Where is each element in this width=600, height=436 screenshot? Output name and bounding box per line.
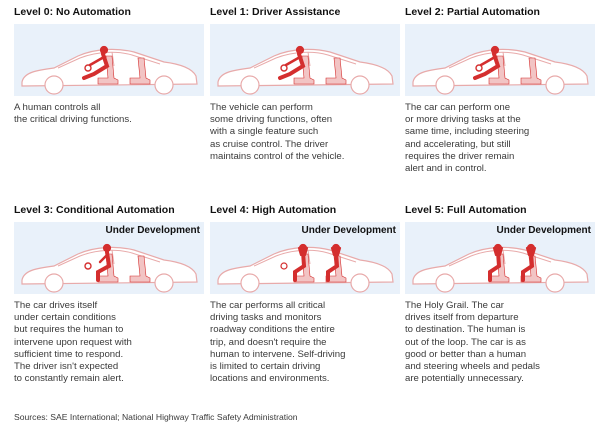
level-description [14, 102, 204, 126]
car-illustration-panel [405, 222, 595, 294]
car-icon [405, 30, 595, 96]
description-line: with a single feature such [210, 126, 319, 138]
description-line: or more driving tasks at the [405, 114, 521, 126]
status-badge: Under Development [301, 225, 396, 236]
description-line: same time, including steering [405, 126, 530, 138]
description-line: The car can perform one [405, 102, 511, 113]
description-line: and steering wheels and pedals [405, 361, 540, 373]
description-line: but requires the human to [14, 324, 124, 336]
description-line: good or better than a human [405, 348, 527, 360]
car-icon [405, 228, 595, 294]
car-icon [210, 30, 400, 96]
front-wheel-icon [45, 76, 63, 94]
description-line: and accelerating, but still [405, 138, 511, 150]
rear-wheel-icon [351, 76, 369, 94]
front-wheel-icon [241, 76, 259, 94]
source-note: Sources: SAE International; National Highway Traffic Safety Administration [14, 412, 298, 422]
level-description [405, 102, 595, 175]
description-line: the critical driving functions. [14, 114, 132, 126]
description-line: The car drives itself [14, 300, 98, 311]
level-description [210, 102, 400, 163]
description-line: under certain conditions [14, 312, 116, 324]
level-title: Level 1: Driver Assistance [210, 6, 341, 18]
car-illustration-panel [405, 24, 595, 96]
level-title: Level 5: Full Automation [405, 204, 527, 216]
car-icon [14, 228, 204, 294]
car-icon [210, 228, 400, 294]
description-line: sufficient time to respond. [14, 348, 124, 360]
description-line: some driving functions, often [210, 114, 333, 126]
description-line: A human controls all [14, 102, 101, 113]
description-line: human to intervene. Self-driving [210, 348, 346, 360]
level-description [210, 300, 400, 385]
rear-wheel-icon [155, 76, 173, 94]
rear-wheel-icon [546, 76, 564, 94]
description-line: out of the loop. The car is as [405, 336, 526, 348]
car-illustration-panel [14, 24, 204, 96]
description-line: requires the driver remain [405, 150, 515, 162]
description-line: intervene upon request with [14, 336, 132, 348]
front-wheel-icon [436, 76, 454, 94]
description-line: The vehicle can perform [210, 102, 313, 113]
description-line: maintains control of the vehicle. [210, 150, 345, 162]
car-illustration-panel [210, 222, 400, 294]
level-title: Level 0: No Automation [14, 6, 131, 18]
rear-wheel-icon [155, 274, 173, 292]
description-line: to destination. The human is [405, 324, 526, 336]
description-line: to constantly remain alert. [14, 373, 124, 385]
rear-wheel-icon [546, 274, 564, 292]
front-wheel-icon [45, 274, 63, 292]
level-title: Level 2: Partial Automation [405, 6, 540, 18]
status-badge: Under Development [496, 225, 591, 236]
front-wheel-icon [436, 274, 454, 292]
level-description [405, 300, 595, 385]
front-wheel-icon [241, 274, 259, 292]
rear-wheel-icon [351, 274, 369, 292]
description-line: driving tasks and monitors [210, 312, 322, 324]
description-line: is limited to certain driving [210, 361, 321, 373]
description-line: trip, and doesn't require the [210, 336, 327, 348]
description-line: The Holy Grail. The car [405, 300, 504, 311]
status-badge: Under Development [105, 225, 200, 236]
description-line: alert and in control. [405, 163, 487, 175]
level-description [14, 300, 204, 385]
description-line: are potentially unnecessary. [405, 373, 524, 385]
description-line: The driver isn't expected [14, 361, 119, 373]
car-illustration-panel [210, 24, 400, 96]
level-title: Level 3: Conditional Automation [14, 204, 175, 216]
car-icon [14, 30, 204, 96]
description-line: locations and environments. [210, 373, 330, 385]
description-line: drives itself from departure [405, 312, 519, 324]
description-line: The car performs all critical [210, 300, 326, 311]
level-title: Level 4: High Automation [210, 204, 337, 216]
description-line: as cruise control. The driver [210, 138, 329, 150]
description-line: roadway conditions the entire [210, 324, 335, 336]
car-illustration-panel [14, 222, 204, 294]
